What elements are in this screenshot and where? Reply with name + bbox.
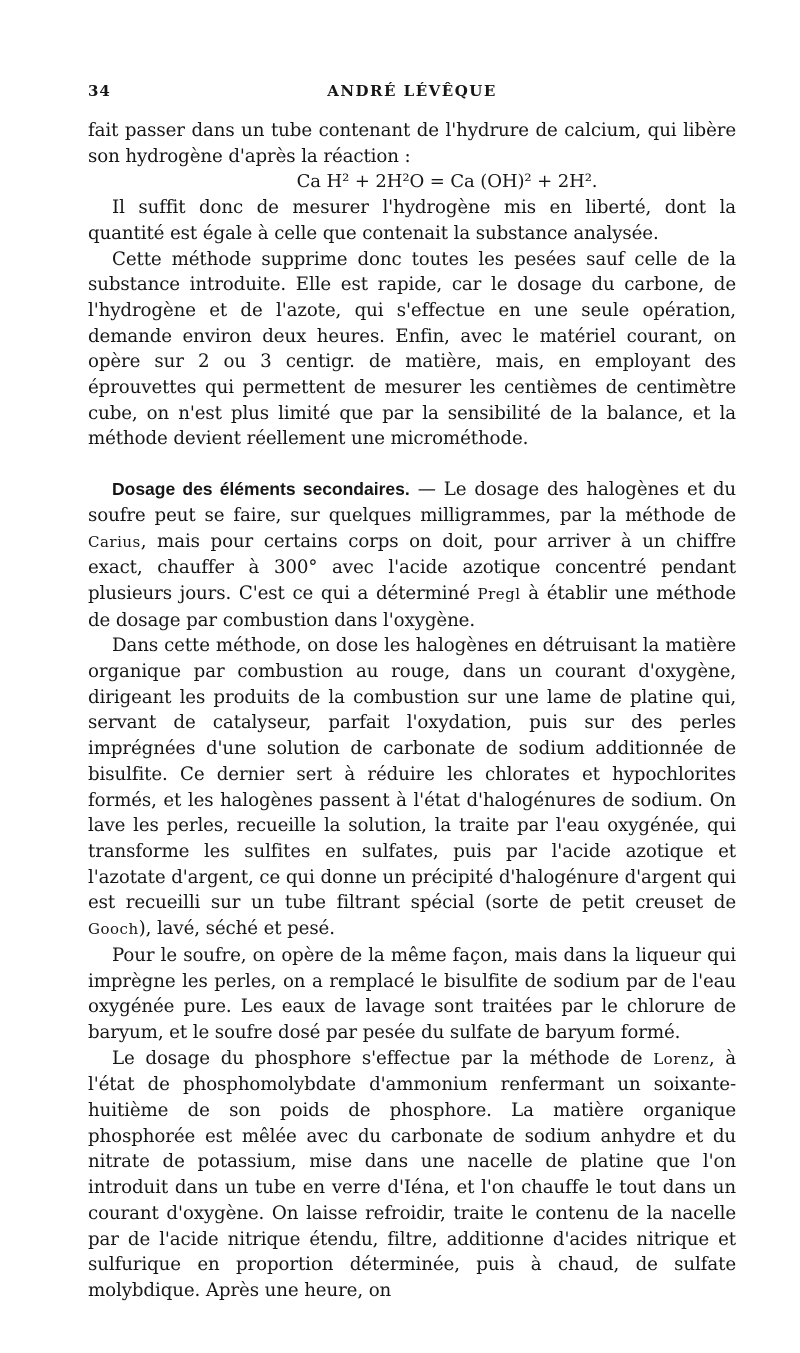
author-name: Lorenz [653,1049,709,1068]
author-name: Gooch [88,920,139,939]
body-text [88,118,736,1304]
text-run: ), lavé, séché et pesé. [138,918,335,940]
running-title: ANDRÉ LÉVÊQUE [327,82,497,100]
paragraph [88,1046,736,1304]
text-run: — Le dosage des halogènes et du soufre peut se faire, sur quelques milligrammes, par la méthode de [88,479,737,526]
book-page [88,76,736,1304]
text-run: Le dosage du phosphore s'effectue par la méthode de [112,1047,654,1069]
text-run: à établir une méthode de dosage par combustion dans l'oxygène. [88,582,736,631]
text-run: , mais pour certains corps on doit, pour arriver à un chiffre exact, chauffer à 300° avec l'acide azotique concentré pendant plusieurs jours. C'est ce qui a déterminé [88,530,736,604]
paragraph: Pour le soufre, on opère de la même façon, mais dans la liqueur qui imprègne les perles, on a remplacé le bisulfite de sodium par de l'eau oxygénée pure. Les eaux de lavage sont traitées par le chlorure de baryum, et le soufre dosé par pesée du sulfate de baryum formé. [88,944,736,1043]
section-paragraph [88,477,736,633]
paragraph: Il suffit donc de mesurer l'hydrogène mis en liberté, dont la quantité est égale à celle que contenait la substance analysée. [88,197,736,244]
running-head [88,76,736,106]
paragraph-continued: fait passer dans un tube contenant de l'hydrure de calcium, qui libère son hydrogène d'après la réaction : [88,120,736,167]
text-run: Dans cette méthode, on dose les halogènes en détruisant la matière organique par combustion au rouge, dans un courant d'oxygène, dirigeant les produits de la combustion sur une lame de platine qui, servant de catalyseur, parfait l'oxydation, puis sur des perles imprégnées d'une solution de carbonate de sodium additionnée de bisulfite. Ce dernier sert à réduire les chlorates et hypochlorites formés, et les halogènes passent à l'état d'halogénures de sodium. On lave les perles, recueille la solution, la traite par l'eau oxygénée, qui transforme les sulfites en sulfates, puis par l'acide azotique et l'azotate d'argent, ce qui donne un précipité d'halogénure d'argent qui est recueilli sur un tube filtrant spécial (sorte de petit creuset de [88,635,736,914]
paragraph: Cette méthode supprime donc toutes les pesées sauf celle de la substance introduite. Elle est rapide, car le dosage du carbone, de l'hydrogène et de l'azote, qui s'effectue en une seule opération, demande environ deux heures. Enfin, avec le matériel courant, on opère sur 2 ou 3 centigr. de matière, mais, en employant des éprouvettes qui permettent de mesurer les centièmes de centimètre cube, on n'est plus limité que par la sensibilité de la balance, et la méthode devient réellement une microméthode. [88,248,736,450]
author-name: Carius [88,532,141,551]
text-run: , à l'état de phosphomolybdate d'ammonium renfermant un soixante-huitième de son poids de phosphore. La matière organique phosphorée est mêlée avec du carbonate de sodium anhydre et du nitrate de potassium, mise dans une nacelle de platine que l'on introduit dans un tube en verre d'Iéna, et l'on chauffe le tout dans un courant d'oxygène. On laisse refroidir, traite le contenu de la nacelle par de l'acide nitrique étendu, filtre, additionne d'acides nitrique et sulfurique en proportion déterminée, puis à chaud, de sulfate molybdique. Après une heure, on [88,1047,736,1301]
author-name: Pregl [477,584,521,603]
chemical-equation: Ca H² + 2H²O = Ca (OH)² + 2H². [296,171,598,193]
page-number: 34 [88,82,111,100]
section-heading: Dosage des éléments secondaires. [112,479,410,500]
paragraph [88,633,736,942]
